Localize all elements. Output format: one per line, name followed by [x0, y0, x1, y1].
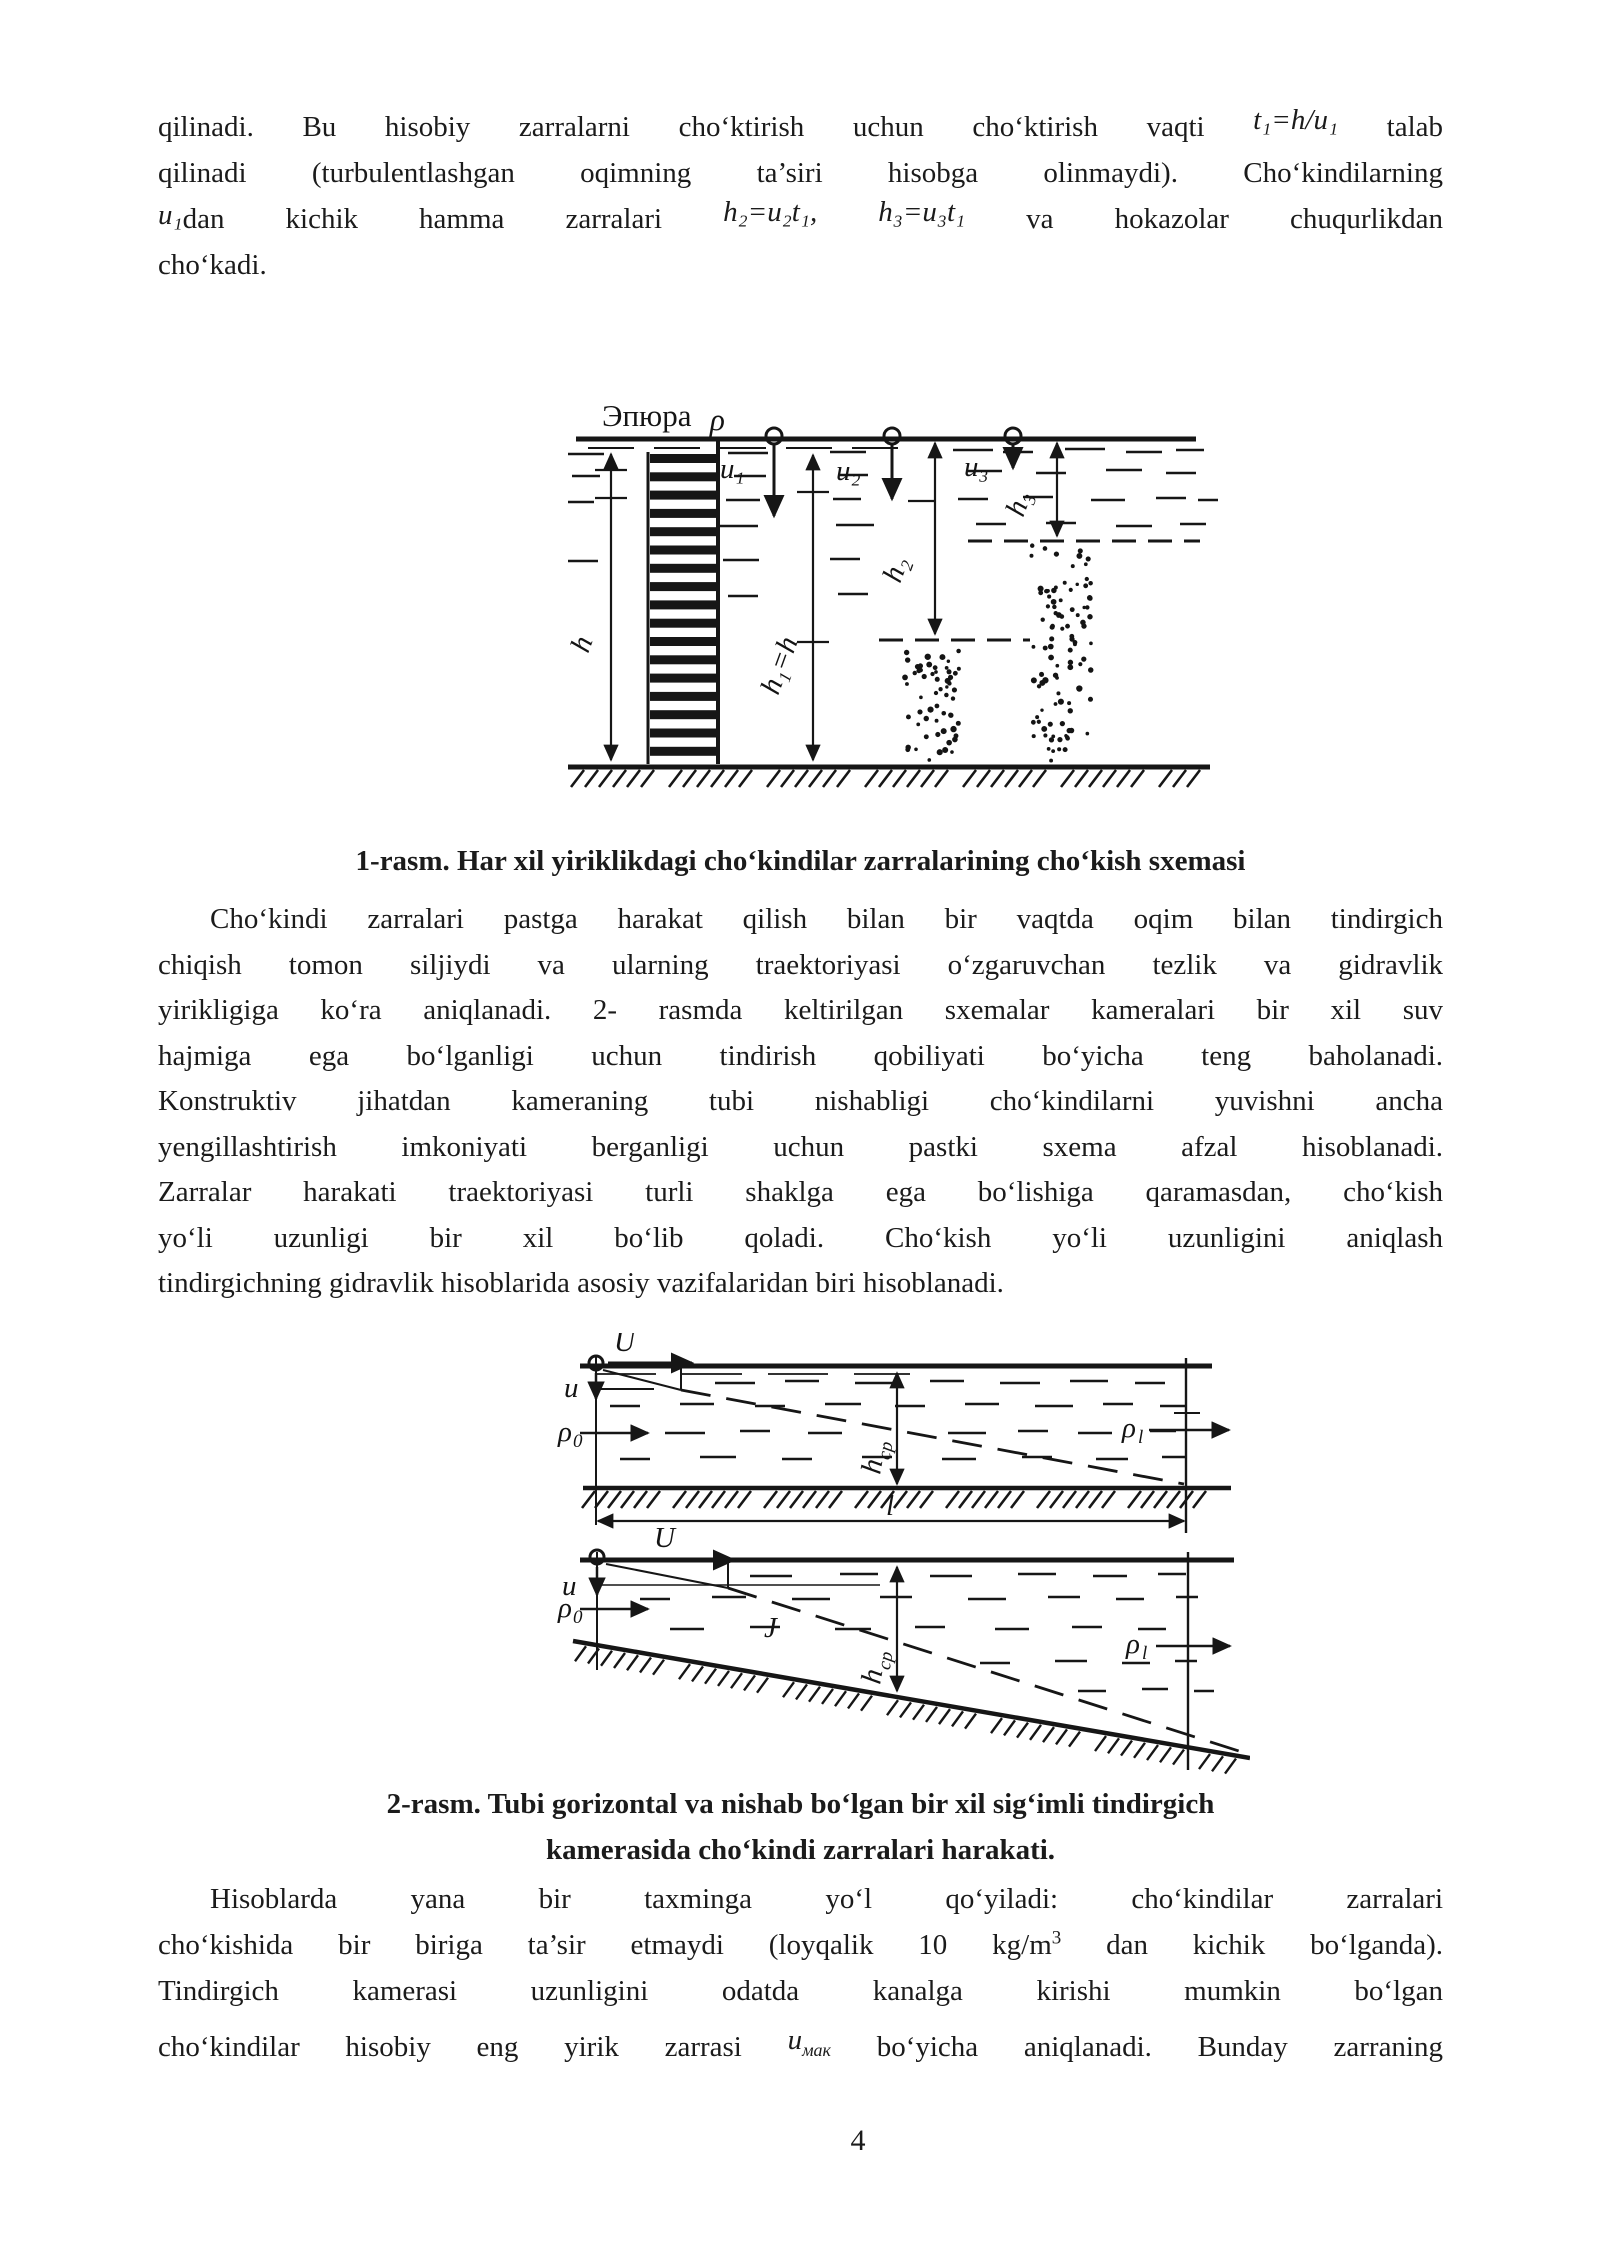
paragraph-1 [158, 104, 1443, 288]
text-line: yoʻli uzunligi bir xil boʻlib qoladi. Choʻkish yoʻli uzunligini aniqlash [158, 1221, 1443, 1254]
paragraph-2 [158, 897, 1443, 1307]
fig2-bottom-label-rhol: ρ [1126, 1628, 1140, 1660]
text-line: Hisoblarda yana bir taxminga yoʻl qoʻyiladi: choʻkindilar zarralari [210, 1883, 1443, 1915]
fig2-bottom-label-rhol-sub: l [1142, 1643, 1148, 1664]
caption-figure-1: 1-rasm. Har xil yiriklikdagi choʻkindilar zarralarining choʻkish sxemasi [355, 845, 1246, 877]
text-line: choʻkadi. [158, 249, 267, 281]
figure2-chamber-diagrams [550, 1333, 1250, 1788]
caption-line: kamerasida choʻkindi zarralari harakati. [545, 1834, 1056, 1866]
text-line: tindirgichning gidravlik hisoblarida asosiy vazifalaridan biri hisoblanadi. [158, 1267, 1004, 1299]
fig2-top-label-rhol: ρ [1122, 1412, 1136, 1444]
fig2-top-label-U: U [614, 1333, 635, 1358]
fig1-label-rho: ρ [710, 402, 725, 437]
text-line: qilinadi (turbulentlashgan oqimning ta’siri hisobga olinmaydi). Choʻkindilarning [158, 157, 1443, 189]
text-line [158, 2024, 1443, 2070]
formula-h3: h₃=u₃t₁ [878, 196, 966, 228]
text-line [158, 104, 1443, 150]
text-line: Tindirgich kamerasi uzunligini odatda kanalga kirishi mumkin boʻlgan [158, 1975, 1443, 2007]
figure-2 [550, 1333, 1250, 1793]
fig2-top-label-rhol-sub: l [1138, 1427, 1144, 1448]
fig2-bottom-label-u: u [562, 1570, 577, 1602]
fig2-bottom-label-rho0-sub: 0 [573, 1607, 583, 1628]
fig2-top-label-l: l [886, 1490, 895, 1522]
text-run: dan kichik boʻlganda). [1061, 1929, 1443, 1961]
text-line: Konstruktiv jihatdan kameraning tubi nishabligi choʻkindilarni yuvishni ancha [158, 1085, 1443, 1117]
fig2-bottom-label-U: U [654, 1522, 675, 1554]
formula-umax: $u_{мак}$ [787, 2024, 831, 2060]
text-line: yirikligiga koʻra aniqlanadi. 2- rasmda keltirilgan sxemalar kameralari bir xil suv [158, 994, 1443, 1026]
svg-text:ср: ср [873, 1440, 898, 1462]
fig2-bottom-label-hcp [855, 1647, 897, 1687]
text-line: hajmiga ega boʻlganligi uchun tindirish qobiliyati boʻyicha teng baholanadi. [158, 1039, 1443, 1072]
superscript-3: 3 [1051, 1927, 1062, 1949]
fig1-label-u3: u₃ [964, 451, 989, 483]
figure1-settling-scheme [568, 396, 1248, 796]
fig2-bottom-label-J: J [764, 1612, 777, 1644]
formula-t1: t₁=h/u₁ [1253, 104, 1339, 136]
caption-figure-2 [158, 1781, 1443, 1873]
text-line [158, 1922, 1443, 1968]
caption-line: 2-rasm. Tubi gorizontal va nishab boʻlgan bir xil sigʻimli tindirgich [386, 1788, 1215, 1820]
text-run: va hokazolar chuqurlikdan [965, 203, 1443, 235]
fig2-top-label-rho0: ρ [558, 1416, 572, 1448]
text-run: qilinadi. Bu hisobiy zarralarni choʻktirish uchun choʻktirish vaqti [158, 111, 1254, 143]
formula-h2: h₂=u₂t₁, [723, 196, 879, 228]
text-line: chiqish tomon siljiydi va ularning traektoriyasi oʻzgaruvchan tezlik va gidravlik [158, 948, 1443, 981]
fig1-label-h: h [568, 631, 600, 657]
text-line: yengillashtirish imkoniyati berganligi uchun pastki sxema afzal hisoblanadi. [158, 1130, 1443, 1163]
fig1-label-u1: u₁ [720, 453, 745, 485]
fig1-label-h2: h₂ [876, 552, 915, 587]
text-run: dan kichik hamma zarralari [182, 203, 724, 235]
fig1-label-h3: h₃ [999, 486, 1038, 521]
svg-text:h: h [855, 1456, 890, 1477]
text-line: Choʻkindi zarralari pastga harakat qilish bilan bir vaqtda oqim bilan tindirgich [210, 903, 1443, 935]
fig2-bottom-label-rho0: ρ [558, 1592, 572, 1624]
text-run: talab [1338, 111, 1443, 143]
text-line [158, 196, 1443, 242]
figure-1 [568, 396, 1248, 801]
text-run: boʻyicha aniqlanadi. Bunday zarraning [830, 2031, 1443, 2063]
text-run: choʻkindilar hisobiy eng yirik zarrasi [158, 2031, 788, 2063]
fig1-label-epure: Эпюра [602, 398, 692, 433]
text-line: Zarralar harakati traektoriyasi turli shaklga ega boʻlishiga qaramasdan, choʻkish [158, 1176, 1443, 1208]
svg-text:ср: ср [873, 1650, 898, 1672]
text-run: choʻkishida bir biriga ta’sir etmaydi (loyqalik 10 kg/m [158, 1929, 1052, 1961]
formula-u1: u₁ [158, 199, 183, 231]
svg-text:h: h [855, 1666, 890, 1687]
fig1-label-h1: h₁=h [754, 632, 805, 699]
page-number: 4 [850, 2124, 866, 2157]
paragraph-3 [158, 1876, 1443, 2070]
fig1-label-u2: u₂ [836, 455, 861, 487]
fig2-top-label-u: u [564, 1372, 579, 1404]
fig2-top-label-hcp [855, 1437, 897, 1477]
fig2-top-label-rho0-sub: 0 [573, 1431, 583, 1452]
